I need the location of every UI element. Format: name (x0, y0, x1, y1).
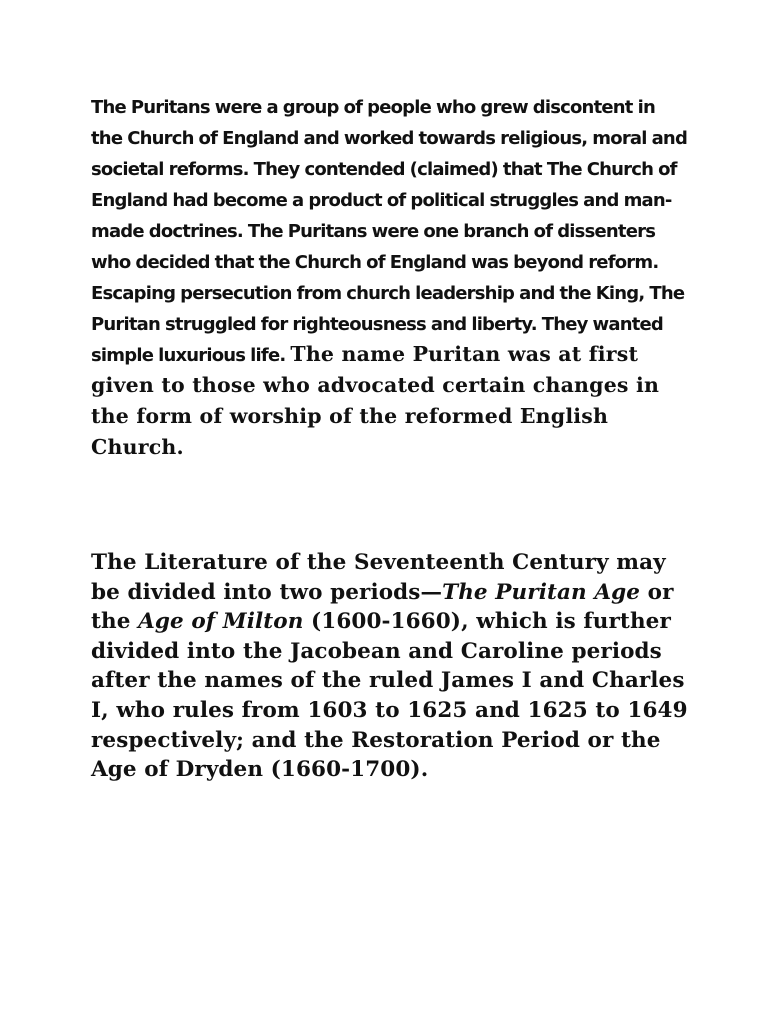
puritans-description-text: The Puritans were a group of people who grew discontent in the Church of England and worked towards religious, moral and societal reforms. They contended (claimed) that The Church of England had become a product of political struggles and man-made doctrines. The Puritans were one branch of dissenters who decided that the Church of England was beyond reform. Escaping persecution from church leadership and the King, The Puritan struggled for righteousness and liberty. They wanted simple luxurious life. (91, 97, 688, 366)
literature-text-part-2: or the (91, 579, 674, 635)
puritans-paragraph (91, 92, 691, 464)
seventeenth-century-literature-paragraph (91, 548, 691, 785)
puritan-name-origin-text: The name Puritan was at first given to those who advocated certain changes in the form of worship of the reformed English Church. (91, 342, 660, 459)
literature-text-part-3: (1600-1660), which is further divided into the Jacobean and Caroline periods after the names of the ruled James I and Charles I, who rules from 1603 to 1625 and 1625 to 1649 respectively; and the Restoration Period or the Age of Dryden (1660-1700). (91, 609, 688, 783)
puritan-age-italic: The Puritan Age (442, 579, 641, 605)
age-of-milton-italic: Age of Milton (138, 609, 304, 635)
literature-text-part-1: The Literature of the Seventeenth Century may be divided into two periods— (91, 550, 666, 605)
